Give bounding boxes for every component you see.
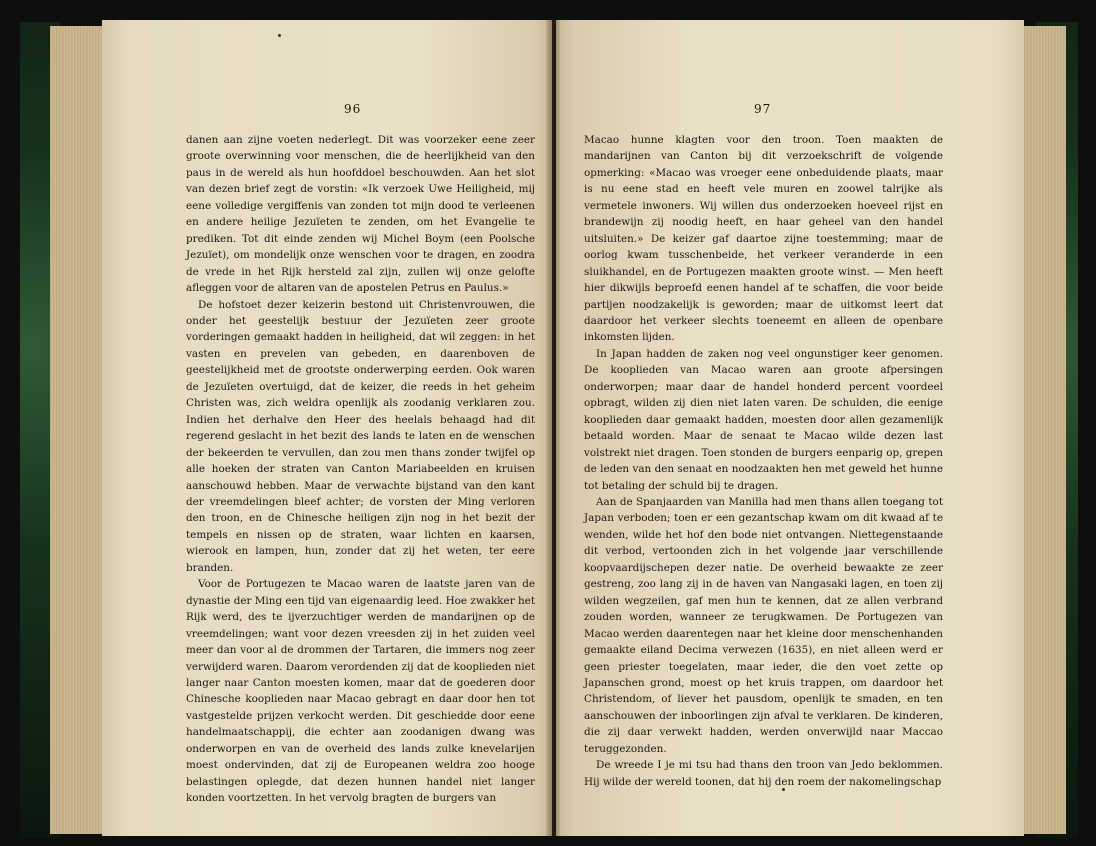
left-page-edges	[50, 26, 102, 834]
page-number: 96	[344, 102, 362, 116]
paragraph: De wreede I je mi tsu had thans den troon van Jedo beklommen. Hij wilde der wereld toonen, dat hij den roem der nakomelingschap	[584, 759, 943, 788]
text-block	[584, 132, 943, 790]
paragraph: In Japan hadden de zaken nog veel ongunstiger keer genomen. De kooplieden van Macao waren aan groote afpersingen onderworpen; maar daar de handel honderd percent voordeel opbragt, wilden zij dien niet laten varen. De schulden, die eenige kooplieden daar gemaakt hadden, moesten door allen gezamenlijk betaald worden. Maar de senaat te Macao wilde dezen last volstrekt niet dragen. Toen stonden de burgers eenparig op, grepen de leden van den senaat en noodzaakten hen met geweld het hunne tot betaling der schuld bij te dragen.	[584, 347, 943, 492]
paragraph: Aan de Spanjaarden van Manilla had men thans allen toegang tot Japan verboden; toen er een gezantschap kwam om dit kwaad af te wenden, wilde het hof den bode niet ontvangen. Niettegenstaande dit verbod, vertoonden zich in het volgende jaar verschillende koopvaardijschepen dezer natie. De overheid bewaakte ze zeer gestreng, zoo lang zij in de haven van Nangasaki lagen, en toen zij wilden wegzeilen, gaf men hun te kennen, dat ze allen verbrand zouden worden, wanneer ze terugkwamen. De Portugezen van Macao werden daarentegen naar het kleine door menschenhanden gemaakte eiland Decima verwezen (1635), en niet alleen werd er geen priester toegelaten, maar ieder, die den voet zette op Japanschen grond, moest op het kruis trappen, om daardoor het Christendom, of liever het pausdom, openlijk te smaden, en ten aanschouwen der inboorlingen zijn afval te verklaren. De kinderen, die zij daar verwekt hadden, werden onverwijld naar Maccao teruggezonden.	[584, 495, 943, 755]
ink-speck	[278, 34, 281, 37]
paragraph: Macao hunne klagten voor den troon. Toen maakten de mandarijnen van Canton bij dit verzoekschrift de volgende opmerking: «Macao was vroeger eene onbeduidende plaats, maar is nu eene stad en heeft vele muren en zoowel talrijke als vermetele inwoners. Wij willen dus onderzoeken hoeveel rijst en brandewijn zij noodig heeft, en haar geheel van den handel uitsluiten.» De keizer gaf daartoe zijne toestemming; maar de oorlog kwam tusschenbeide, het verkeer veranderde in een sluikhandel, en de Portugezen maakten groote winst. — Men heeft hier dikwijls beproefd eenen handel af te schaffen, die voor beide partijen noodzakelijk is geworden; maar de uitkomst leert dat daardoor het verkeer slechts toeneemt en alleen de openbare inkomsten lijden.	[584, 134, 943, 344]
left-page	[102, 20, 552, 836]
paragraph: De hofstoet dezer keizerin bestond uit Christenvrouwen, die onder het geestelijk bestuur der Jezuïeten zeer groote vorderingen gemaakt hadden in heiligheid, dat wil zeggen: in het vasten en prevelen van gebeden, en daarenboven de geestelijkheid met de grootste onderwerping eerden. Ook waren de Jezuïeten overtuigd, dat de keizer, die reeds in het geheim Christen was, zich weldra openlijk als zoodanig verklaren zou. Indien het derhalve den Heer des heelals behaagd had dit regerend geslacht in het bezit des lands te laten en de wenschen der bekeerden te vervullen, dan zou men thans zonder twijfel op alle hoeken der straten van Canton Mariabeelden en kruisen aanschouwd hebben. Maar de verwachte bijstand van den kant der vreemdelingen bleef achter; de vorsten der Ming verloren den troon, en de Chinesche heiligen zijn nog in het bezit der tempels en nissen op de straten, waar lichten en kaarsen, wierook en lampen, hun, zonder dat zij het weten, ter eere branden.	[186, 298, 535, 574]
right-page-edges	[1024, 26, 1066, 834]
text-block	[186, 132, 535, 807]
book-gutter	[546, 20, 560, 836]
paragraph: Voor de Portugezen te Macao waren de laatste jaren van de dynastie der Ming een tijd van eigenaardig leed. Hoe zwakker het Rijk werd, des te ijverzuchtiger werden de mandarijnen op de vreemdelingen; want voor dezen vreesden zij in het zuiden veel meer dan voor al de drommen der Tartaren, die immers nog zeer verwijderd waren. Daarom verordenden zij dat de kooplieden niet langer naar Canton moesten komen, maar dat de goederen door Chinesche kooplieden naar Macao gebragt en daar door hen tot vastgestelde prijzen verkocht werden. Dit geschiedde door eene handelmaatschappij, die echter aan zoodanigen dwang was onderworpen en van de overheid des lands zulke knevelarijen moest ondervinden, dat zij de Europeanen weldra zoo hooge belastingen oplegde, dat dezen hunnen handel niet langer konden voortzetten. In het vervolg bragten de burgers van	[186, 578, 535, 805]
page-number: 97	[754, 102, 772, 116]
paragraph: danen aan zijne voeten nederlegt. Dit was voorzeker eene zeer groote overwinning voor menschen, die de heerlijkheid van den paus in de wereld als hun hoofddoel beschouwden. Aan het slot van dezen brief zegt de vorstin: «Ik verzoek Uwe Heiligheid, mij eene volledige vergiffenis van zonden tot mijn dood te verleenen en andere heilige Jezuïeten te zenden, om het Evangelie te prediken. Tot dit einde zenden wij Michel Boym (een Poolsche Jezuïet), om mondelijk onze wenschen voor te dragen, en zoodra de vrede in het Rijk hersteld zal zijn, zullen wij onze gelofte afleggen voor de altaren van de apostelen Petrus en Paulus.»	[186, 134, 535, 295]
right-page	[556, 20, 1024, 836]
ink-speck	[782, 788, 785, 791]
